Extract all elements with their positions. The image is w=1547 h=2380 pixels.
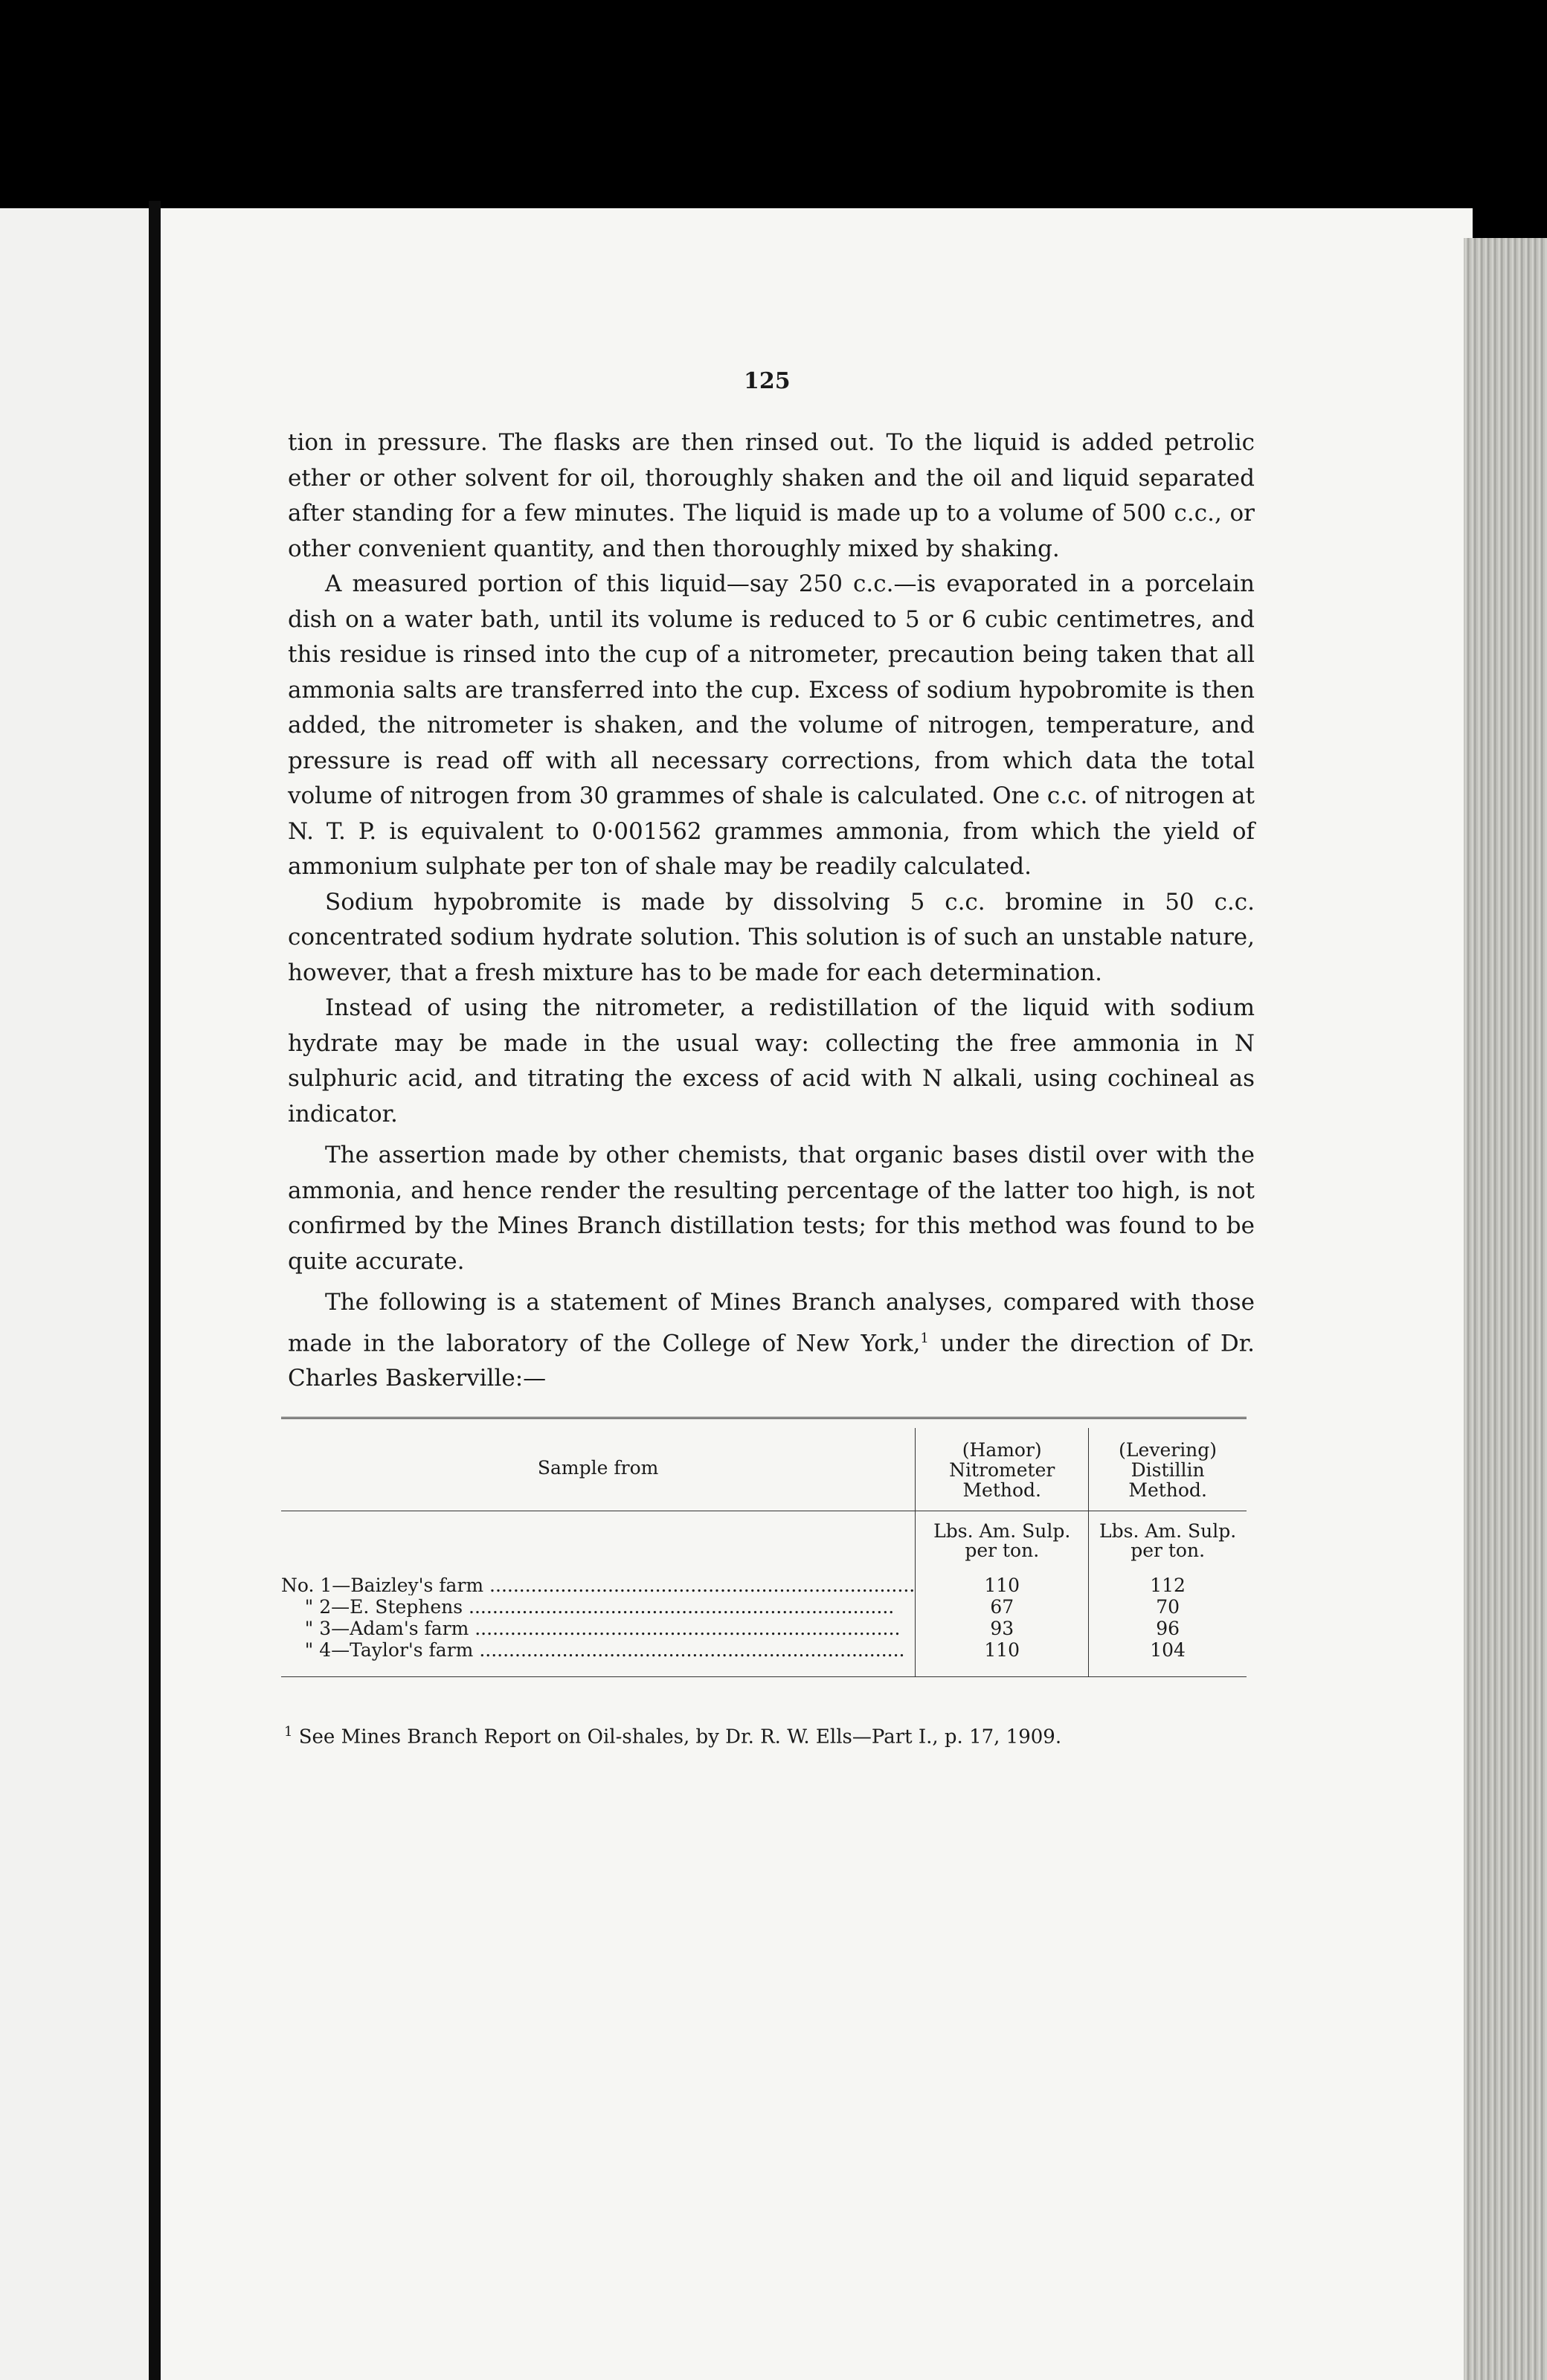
row-nitrometer: 67 <box>916 1595 1089 1617</box>
header-nitrometer <box>916 1428 1089 1511</box>
row-nitrometer: 93 <box>916 1617 1089 1638</box>
header-line: Method. <box>1128 1479 1207 1501</box>
table-unit-row <box>281 1511 1247 1575</box>
row-sample: " 4—Taylor's farm ........................................................................ <box>304 1639 905 1661</box>
header-line: Nitrometer <box>949 1459 1055 1481</box>
page-edge <box>1464 238 1547 2380</box>
footnote-text: See Mines Branch Report on Oil-shales, by Dr. R. W. Ells—Part I., p. 17, 1909. <box>292 1726 1062 1749</box>
unit-line: per ton. <box>1130 1540 1206 1561</box>
sample-name: " 2—E. Stephens <box>304 1596 463 1617</box>
unit-line: Lbs. Am. Sulp. <box>933 1520 1071 1542</box>
table-row <box>281 1595 1247 1617</box>
header-line: (Hamor) <box>962 1439 1042 1461</box>
table-row <box>281 1617 1247 1638</box>
header-sample: Sample from <box>281 1428 916 1511</box>
table-header-row <box>281 1428 1247 1511</box>
row-sample: " 2—E. Stephens ........................................................................ <box>304 1596 895 1617</box>
book-spine <box>149 201 161 2380</box>
header-distillin <box>1089 1428 1247 1511</box>
row-sample: " 3—Adam's farm ........................................................................ <box>304 1618 901 1638</box>
unit-nitrometer <box>916 1511 1089 1575</box>
body-text <box>288 425 1255 1397</box>
paragraph: The assertion made by other chemists, that organic bases distil over with the ammonia, and hence render the resulting percentage of the latter too high, is not confirmed by the Mines Branch distillation tests; for this method was found to be quite accurate. <box>288 1142 1255 1275</box>
unit-distillin <box>1089 1511 1247 1575</box>
header-line: Distillin <box>1130 1459 1205 1481</box>
row-distillin: 70 <box>1089 1595 1247 1617</box>
paragraph: A measured portion of this liquid—say 250 c.c.—is evaporated in a porcelain dish on a water bath, until its volume is reduced to 5 or 6 cubic centimetres, and this residue is rinsed into the cup of a nitrometer, precaution being taken that all ammonia salts are transferred into the cup. Excess of sodium hypobromite is then added, the nitrometer is shaken, and the volume of nitrogen, temperature, and pressure is read off with all necessary corrections, from which data the total volume of nitrogen from 30 grammes of shale is calculated. One c.c. of nitrogen at N. T. P. is equivalent to 0·001562 grammes ammonia, from which the yield of ammonium sulphate per ton of shale may be readily calculated. <box>288 570 1255 880</box>
row-nitrometer: 110 <box>916 1638 1089 1676</box>
analysis-table <box>281 1417 1247 1677</box>
paragraph-text: The following is a statement of Mines Branch analyses, compared with those made in the laboratory of the College of New York, <box>288 1289 1255 1357</box>
row-distillin: 96 <box>1089 1617 1247 1638</box>
row-sample: No. 1—Baizley's farm ........................................................................ <box>281 1575 916 1595</box>
sample-name: No. 1—Baizley's farm <box>281 1575 484 1595</box>
left-margin <box>0 208 156 2380</box>
table-row <box>281 1574 1247 1595</box>
table-row <box>281 1638 1247 1676</box>
paragraph: Instead of using the nitrometer, a redistillation of the liquid with sodium hydrate may be made in the usual way: collecting the free ammonia in N sulphuric acid, and titrating the excess of acid with N alkali, using cochineal as indicator. <box>288 994 1255 1128</box>
header-line: Method. <box>962 1479 1041 1501</box>
table-bottom-rule <box>281 1676 1247 1677</box>
table-top-rule <box>281 1417 1247 1424</box>
footnote <box>284 1724 1251 1749</box>
footnote-reference: 1 <box>920 1330 929 1346</box>
row-distillin: 104 <box>1089 1638 1247 1676</box>
header-line: (Levering) <box>1119 1439 1218 1461</box>
unit-spacer <box>281 1511 916 1575</box>
sample-name: " 4—Taylor's farm <box>304 1639 474 1661</box>
paragraph-text: under the direction of Dr. Charles Baskerville:— <box>288 1329 1255 1392</box>
sample-name: " 3—Adam's farm <box>304 1618 469 1638</box>
footnote-marker: 1 <box>284 1724 293 1740</box>
row-nitrometer: 110 <box>916 1574 1089 1595</box>
paragraph: Sodium hypobromite is made by dissolving 5 c.c. bromine in 50 c.c. concentrated sodium hydrate solution. This solution is of such an unstable nature, however, that a fresh mixture has to be made for each determination. <box>288 888 1255 986</box>
paragraph-with-footnote-ref <box>288 1285 1255 1397</box>
row-distillin: 112 <box>1089 1574 1247 1595</box>
page-number: 125 <box>744 368 791 394</box>
unit-line: per ton. <box>965 1540 1040 1561</box>
unit-line: Lbs. Am. Sulp. <box>1099 1520 1237 1542</box>
paragraph: tion in pressure. The flasks are then rinsed out. To the liquid is added petrolic ether or other solvent for oil, thoroughly shaken and the oil and liquid separated after standing for a few minutes. The liquid is made up to a volume of 500 c.c., or other convenient quantity, and then thoroughly mixed by shaking. <box>288 429 1255 562</box>
